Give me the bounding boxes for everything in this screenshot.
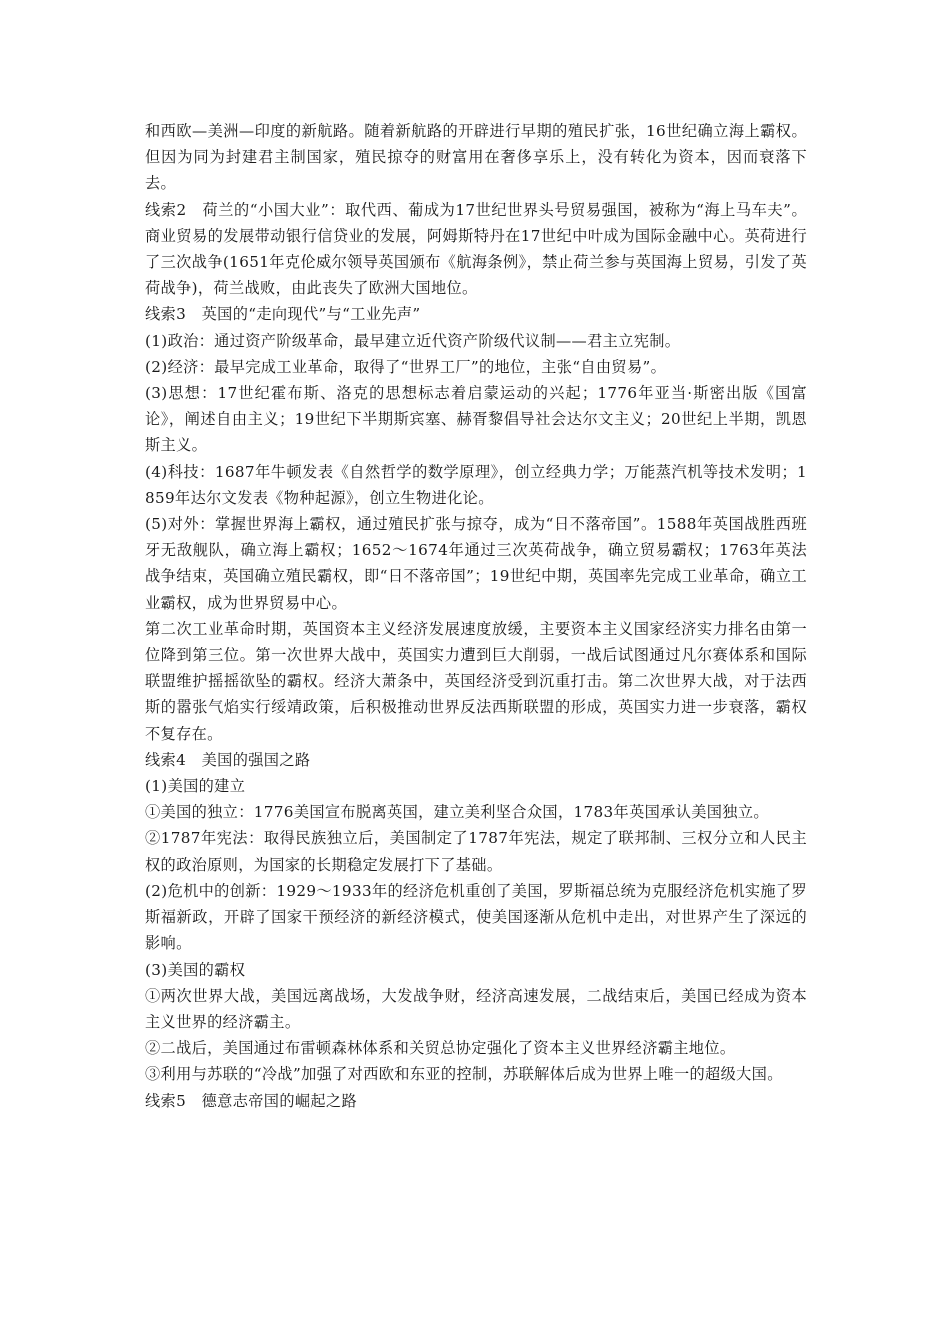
section-heading: 线索4 美国的强国之路 [145,750,311,769]
paragraph: ①美国的独立：1776美国宣布脱离英国，建立美利坚合众国，1783年英国承认美国独立。 [145,803,769,822]
paragraph: ②二战后，美国通过布雷顿森林体系和关贸总协定强化了资本主义世界经济霸主地位。 [145,1039,736,1058]
subsection-heading: (1)美国的建立 [145,777,246,796]
section-heading: 线索3 英国的“走向现代”与“工业先声” [145,305,421,324]
paragraph: (5)对外：掌握世界海上霸权，通过殖民扩张与掠夺，成为“日不落帝国”。1588年英国战胜西班牙无敌舰队，确立海上霸权；1652～1674年通过三次英荷战争，确立贸易霸权；1763年英法战争结束，英国确立殖民霸权，即“日不落帝国”；19世纪中期，英国率先完成工业革命，确立工业霸权，成为世界贸易中心。 [145,515,807,612]
paragraph: 和西欧—美洲—印度的新航路。随着新航路的开辟进行早期的殖民扩张，16世纪确立海上霸权。但因为同为封建君主制国家，殖民掠夺的财富用在奢侈享乐上，没有转化为资本，因而衰落下去。 [145,122,807,193]
paragraph: (1)政治：通过资产阶级革命，最早建立近代资产阶级代议制——君主立宪制。 [145,331,681,350]
paragraph: (2)经济：最早完成工业革命，取得了“世界工厂”的地位，主张“自由贸易”。 [145,357,667,376]
subsection-heading: (3)美国的霸权 [145,960,246,979]
paragraph: (2)危机中的创新：1929～1933年的经济危机重创了美国，罗斯福总统为克服经济危机实施了罗斯福新政，开辟了国家干预经济的新经济模式，使美国逐渐从危机中走出，对世界产生了深远的影响。 [145,881,808,953]
paragraph: (4)科技：1687年牛顿发表《自然哲学的数学原理》，创立经典力学；万能蒸汽机等技术发明；1859年达尔文发表《物种起源》，创立生物进化论。 [145,462,807,507]
document-body [145,118,807,1114]
paragraph: ①两次世界大战，美国远离战场，大发战争财，经济高速发展，二战结束后，美国已经成为资本主义世界的经济霸主。 [145,986,807,1031]
paragraph: ③利用与苏联的“冷战”加强了对西欧和东亚的控制，苏联解体后成为世界上唯一的超级大国。 [145,1065,783,1084]
paragraph: 第二次工业革命时期，英国资本主义经济发展速度放缓，主要资本主义国家经济实力排名由第一位降到第三位。第一次世界大战中，英国实力遭到巨大削弱，一战后试图通过凡尔赛体系和国际联盟维护摇摇欲坠的霸权。经济大萧条中，英国经济受到沉重打击。第二次世界大战，对于法西斯的嚣张气焰实行绥靖政策，后积极推动世界反法西斯联盟的形成，英国实力进一步衰落，霸权不复存在。 [145,619,807,743]
paragraph: ②1787年宪法：取得民族独立后，美国制定了1787年宪法，规定了联邦制、三权分立和人民主权的政治原则，为国家的长期稳定发展打下了基础。 [145,829,807,874]
paragraph: 线索2 荷兰的“小国大业”：取代西、葡成为17世纪世界头号贸易强国，被称为“海上马车夫”。商业贸易的发展带动银行信贷业的发展，阿姆斯特丹在17世纪中叶成为国际金融中心。英荷进行了三次战争(1651年克伦威尔领导英国颁布《航海条例》，禁止荷兰参与英国海上贸易，引发了英荷战争)，荷兰战败，由此丧失了欧洲大国地位。 [145,200,807,298]
paragraph: (3)思想：17世纪霍布斯、洛克的思想标志着启蒙运动的兴起；1776年亚当·斯密出版《国富论》，阐述自由主义；19世纪下半期斯宾塞、赫胥黎倡导社会达尔文主义；20世纪上半期，凯恩斯主义。 [145,384,807,455]
section-heading: 线索5 德意志帝国的崛起之路 [145,1091,358,1110]
